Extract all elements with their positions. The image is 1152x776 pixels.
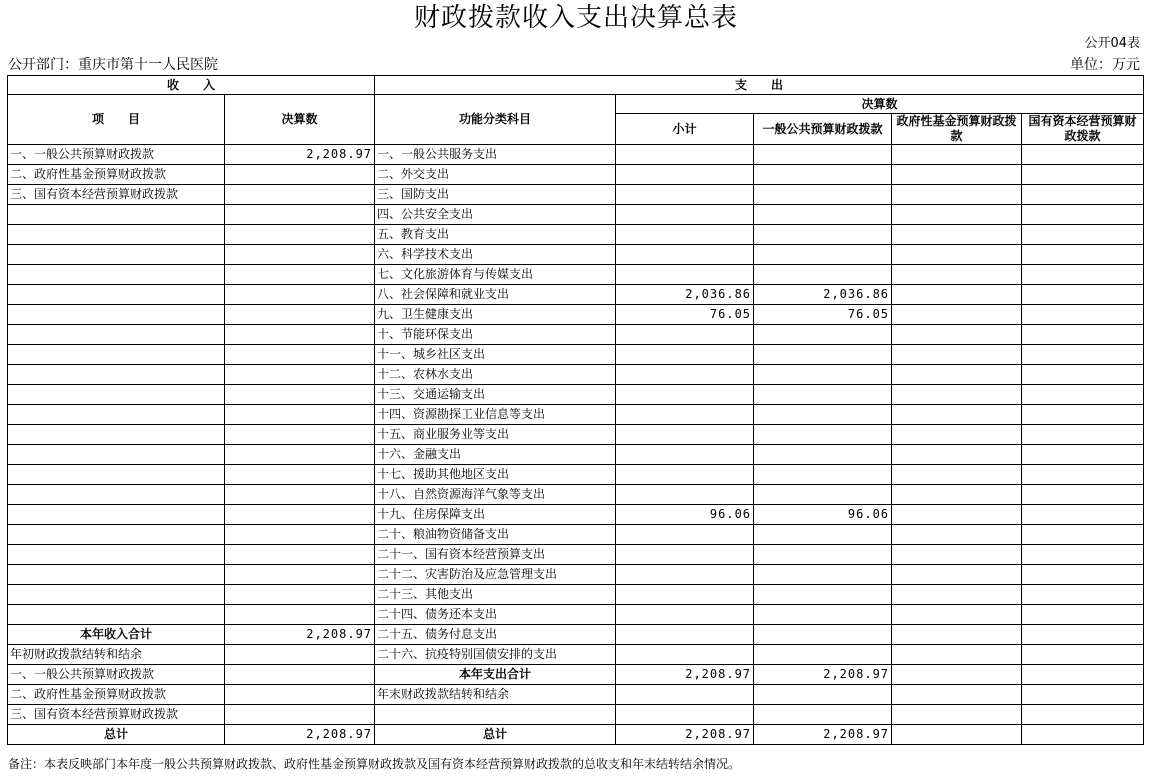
income-amount — [225, 285, 375, 305]
income-item — [8, 425, 225, 445]
table-row — [8, 445, 1144, 465]
income-item — [8, 225, 225, 245]
expense-item: 四、公共安全支出 — [375, 205, 616, 225]
gov-fund-amount — [892, 165, 1022, 185]
subtotal-amount — [616, 325, 754, 345]
income-amount — [225, 185, 375, 205]
expense-item: 十一、城乡社区支出 — [375, 345, 616, 365]
income-amount — [225, 425, 375, 445]
header-item: 项 目 — [8, 95, 225, 145]
expense-item: 二十三、其他支出 — [375, 585, 616, 605]
income-item — [8, 265, 225, 285]
subtotal-amount — [616, 445, 754, 465]
state-capital-amount — [1022, 465, 1144, 485]
income-item: 三、国有资本经营预算财政拨款 — [8, 185, 225, 205]
subtotal-amount — [616, 525, 754, 545]
table-row — [8, 405, 1144, 425]
state-capital-amount — [1022, 505, 1144, 525]
footnote: 备注：本表反映部门本年度一般公共预算财政拨款、政府性基金预算财政拨款及国有资本经营预算财政拨款的总收支和年末结转结余情况。 — [8, 757, 741, 771]
table-row — [8, 605, 1144, 625]
state-capital-amount — [1022, 725, 1144, 745]
general-budget-amount: 2,208.97 — [754, 665, 892, 685]
gov-fund-amount — [892, 685, 1022, 705]
state-capital-amount — [1022, 245, 1144, 265]
gov-fund-amount — [892, 425, 1022, 445]
header-expense: 支 出 — [375, 76, 1144, 95]
expense-item: 九、卫生健康支出 — [375, 305, 616, 325]
gov-fund-amount — [892, 645, 1022, 665]
gov-fund-amount — [892, 225, 1022, 245]
expense-item: 五、教育支出 — [375, 225, 616, 245]
state-capital-amount — [1022, 625, 1144, 645]
general-budget-amount — [754, 385, 892, 405]
gov-fund-amount — [892, 585, 1022, 605]
subtotal-amount: 76.05 — [616, 305, 754, 325]
general-budget-amount — [754, 545, 892, 565]
income-item: 一、一般公共预算财政拨款 — [8, 145, 225, 165]
subtotal-amount — [616, 385, 754, 405]
general-budget-amount — [754, 625, 892, 645]
expense-item: 十、节能环保支出 — [375, 325, 616, 345]
income-amount — [225, 365, 375, 385]
subtotal-amount — [616, 265, 754, 285]
income-amount — [225, 605, 375, 625]
header-subtotal: 小计 — [616, 114, 754, 145]
gov-fund-amount — [892, 565, 1022, 585]
gov-fund-amount — [892, 665, 1022, 685]
table-row — [8, 425, 1144, 445]
state-capital-amount — [1022, 145, 1144, 165]
gov-fund-amount — [892, 145, 1022, 165]
expense-item: 二十五、债务付息支出 — [375, 625, 616, 645]
state-capital-amount — [1022, 665, 1144, 685]
subtotal-amount: 96.06 — [616, 505, 754, 525]
gov-fund-amount — [892, 545, 1022, 565]
income-amount — [225, 665, 375, 685]
expense-item: 十五、商业服务业等支出 — [375, 425, 616, 445]
income-amount: 2,208.97 — [225, 145, 375, 165]
gov-fund-amount — [892, 465, 1022, 485]
state-capital-amount — [1022, 705, 1144, 725]
income-item — [8, 305, 225, 325]
general-budget-amount: 2,036.86 — [754, 285, 892, 305]
table-row — [8, 585, 1144, 605]
income-amount — [225, 305, 375, 325]
subtotal-amount — [616, 365, 754, 385]
subtotal-amount — [616, 405, 754, 425]
table-row — [8, 625, 1144, 645]
state-capital-amount — [1022, 445, 1144, 465]
subtotal-amount — [616, 645, 754, 665]
gov-fund-amount — [892, 525, 1022, 545]
expense-item: 十九、住房保障支出 — [375, 505, 616, 525]
expense-item: 二十二、灾害防治及应急管理支出 — [375, 565, 616, 585]
expense-item: 二十六、抗疫特别国债安排的支出 — [375, 645, 616, 665]
department-label: 公开部门：重庆市第十一人民医院 — [8, 57, 218, 73]
header-final-amount: 决算数 — [225, 95, 375, 145]
state-capital-amount — [1022, 365, 1144, 385]
income-item — [8, 485, 225, 505]
state-capital-amount — [1022, 205, 1144, 225]
income-amount — [225, 205, 375, 225]
income-item — [8, 465, 225, 485]
expense-item: 十二、农林水支出 — [375, 365, 616, 385]
state-capital-amount — [1022, 525, 1144, 545]
subtotal-amount — [616, 145, 754, 165]
state-capital-amount — [1022, 265, 1144, 285]
income-item — [8, 365, 225, 385]
general-budget-amount — [754, 445, 892, 465]
general-budget-amount: 96.06 — [754, 505, 892, 525]
income-amount: 2,208.97 — [225, 625, 375, 645]
table-row — [8, 525, 1144, 545]
general-budget-amount — [754, 365, 892, 385]
subtotal-amount — [616, 585, 754, 605]
general-budget-amount — [754, 205, 892, 225]
general-budget-amount — [754, 645, 892, 665]
income-amount — [225, 445, 375, 465]
income-item — [8, 325, 225, 345]
subtotal-amount — [616, 425, 754, 445]
gov-fund-amount — [892, 345, 1022, 365]
income-amount — [225, 545, 375, 565]
income-amount — [225, 225, 375, 245]
general-budget-amount — [754, 465, 892, 485]
gov-fund-amount — [892, 285, 1022, 305]
income-item: 一、一般公共预算财政拨款 — [8, 665, 225, 685]
income-amount — [225, 525, 375, 545]
general-budget-amount — [754, 345, 892, 365]
subtotal-amount: 2,208.97 — [616, 725, 754, 745]
gov-fund-amount — [892, 385, 1022, 405]
expense-item: 八、社会保障和就业支出 — [375, 285, 616, 305]
subtotal-amount — [616, 345, 754, 365]
expense-item: 一、一般公共服务支出 — [375, 145, 616, 165]
expense-item: 年末财政拨款结转和结余 — [375, 685, 616, 705]
expense-item: 二十、粮油物资储备支出 — [375, 525, 616, 545]
state-capital-amount — [1022, 605, 1144, 625]
state-capital-amount — [1022, 565, 1144, 585]
income-item — [8, 445, 225, 465]
general-budget-amount — [754, 225, 892, 245]
subtotal-amount: 2,036.86 — [616, 285, 754, 305]
general-budget-amount — [754, 485, 892, 505]
general-budget-amount — [754, 405, 892, 425]
state-capital-amount — [1022, 425, 1144, 445]
table-row — [8, 225, 1144, 245]
income-item: 本年收入合计 — [8, 625, 225, 645]
subtotal-amount — [616, 165, 754, 185]
gov-fund-amount — [892, 245, 1022, 265]
header-func-class: 功能分类科目 — [375, 95, 616, 145]
table-row — [8, 245, 1144, 265]
income-item: 二、政府性基金预算财政拨款 — [8, 685, 225, 705]
gov-fund-amount — [892, 365, 1022, 385]
income-item — [8, 245, 225, 265]
income-amount — [225, 265, 375, 285]
expense-item: 三、国防支出 — [375, 185, 616, 205]
general-budget-amount — [754, 145, 892, 165]
expense-item: 六、科学技术支出 — [375, 245, 616, 265]
income-amount — [225, 505, 375, 525]
state-capital-amount — [1022, 645, 1144, 665]
income-item — [8, 205, 225, 225]
table-row — [8, 685, 1144, 705]
gov-fund-amount — [892, 725, 1022, 745]
subtotal-amount — [616, 485, 754, 505]
gov-fund-amount — [892, 265, 1022, 285]
general-budget-amount: 2,208.97 — [754, 725, 892, 745]
state-capital-amount — [1022, 405, 1144, 425]
income-amount — [225, 165, 375, 185]
income-amount — [225, 385, 375, 405]
gov-fund-amount — [892, 485, 1022, 505]
income-item — [8, 545, 225, 565]
income-amount — [225, 565, 375, 585]
income-item — [8, 565, 225, 585]
gov-fund-amount — [892, 705, 1022, 725]
general-budget-amount — [754, 605, 892, 625]
table-row — [8, 165, 1144, 185]
income-amount — [225, 325, 375, 345]
expense-item: 总计 — [375, 725, 616, 745]
expense-item: 十三、交通运输支出 — [375, 385, 616, 405]
subtotal-amount — [616, 245, 754, 265]
budget-summary-table — [7, 75, 1144, 745]
income-amount — [225, 345, 375, 365]
form-number: 公开04表 — [1084, 36, 1140, 51]
table-row — [8, 485, 1144, 505]
income-amount — [225, 485, 375, 505]
income-item — [8, 405, 225, 425]
income-amount — [225, 645, 375, 665]
subtotal-amount — [616, 545, 754, 565]
table-row — [8, 645, 1144, 665]
expense-item: 二十一、国有资本经营预算支出 — [375, 545, 616, 565]
gov-fund-amount — [892, 205, 1022, 225]
subtotal-amount — [616, 625, 754, 645]
expense-item: 十七、援助其他地区支出 — [375, 465, 616, 485]
income-item — [8, 585, 225, 605]
table-row — [8, 205, 1144, 225]
gov-fund-amount — [892, 185, 1022, 205]
general-budget-amount — [754, 425, 892, 445]
gov-fund-amount — [892, 305, 1022, 325]
income-item — [8, 505, 225, 525]
table-row — [8, 305, 1144, 325]
gov-fund-amount — [892, 605, 1022, 625]
income-amount — [225, 585, 375, 605]
state-capital-amount — [1022, 545, 1144, 565]
page-title: 财政拨款收入支出决算总表 — [413, 3, 738, 33]
expense-item: 十八、自然资源海洋气象等支出 — [375, 485, 616, 505]
table-row — [8, 145, 1144, 165]
header-gov-fund: 政府性基金预算财政拨款 — [892, 114, 1022, 145]
expense-item: 十四、资源勘探工业信息等支出 — [375, 405, 616, 425]
general-budget-amount — [754, 525, 892, 545]
table-row — [8, 665, 1144, 685]
gov-fund-amount — [892, 625, 1022, 645]
general-budget-amount — [754, 565, 892, 585]
table-row — [8, 385, 1144, 405]
income-amount: 2,208.97 — [225, 725, 375, 745]
state-capital-amount — [1022, 685, 1144, 705]
income-item: 总计 — [8, 725, 225, 745]
table-row — [8, 285, 1144, 305]
state-capital-amount — [1022, 285, 1144, 305]
subtotal-amount — [616, 605, 754, 625]
table-row — [8, 265, 1144, 285]
income-item — [8, 605, 225, 625]
state-capital-amount — [1022, 325, 1144, 345]
table-row — [8, 345, 1144, 365]
general-budget-amount — [754, 325, 892, 345]
subtotal-amount: 2,208.97 — [616, 665, 754, 685]
income-amount — [225, 705, 375, 725]
general-budget-amount — [754, 585, 892, 605]
table-row — [8, 365, 1144, 385]
income-item — [8, 525, 225, 545]
income-item — [8, 345, 225, 365]
income-amount — [225, 405, 375, 425]
subtotal-amount — [616, 685, 754, 705]
unit-label: 单位：万元 — [1070, 57, 1140, 73]
subtotal-amount — [616, 705, 754, 725]
gov-fund-amount — [892, 325, 1022, 345]
header-income: 收 入 — [8, 76, 375, 95]
state-capital-amount — [1022, 585, 1144, 605]
income-item: 二、政府性基金预算财政拨款 — [8, 165, 225, 185]
table-row — [8, 545, 1144, 565]
income-amount — [225, 685, 375, 705]
subtotal-amount — [616, 225, 754, 245]
income-item: 年初财政拨款结转和结余 — [8, 645, 225, 665]
gov-fund-amount — [892, 445, 1022, 465]
expense-item: 十六、金融支出 — [375, 445, 616, 465]
subtotal-amount — [616, 185, 754, 205]
gov-fund-amount — [892, 405, 1022, 425]
header-general-budget: 一般公共预算财政拨款 — [754, 114, 892, 145]
table-row — [8, 725, 1144, 745]
general-budget-amount — [754, 265, 892, 285]
expense-item: 本年支出合计 — [375, 665, 616, 685]
table-row — [8, 465, 1144, 485]
income-amount — [225, 465, 375, 485]
state-capital-amount — [1022, 225, 1144, 245]
table-row — [8, 705, 1144, 725]
state-capital-amount — [1022, 185, 1144, 205]
general-budget-amount — [754, 705, 892, 725]
general-budget-amount — [754, 685, 892, 705]
subtotal-amount — [616, 465, 754, 485]
expense-item: 七、文化旅游体育与传媒支出 — [375, 265, 616, 285]
general-budget-amount — [754, 165, 892, 185]
expense-item: 二、外交支出 — [375, 165, 616, 185]
state-capital-amount — [1022, 165, 1144, 185]
state-capital-amount — [1022, 305, 1144, 325]
general-budget-amount — [754, 185, 892, 205]
income-item: 三、国有资本经营预算财政拨款 — [8, 705, 225, 725]
general-budget-amount: 76.05 — [754, 305, 892, 325]
state-capital-amount — [1022, 385, 1144, 405]
header-final-group: 决算数 — [616, 95, 1144, 114]
income-item — [8, 385, 225, 405]
state-capital-amount — [1022, 345, 1144, 365]
state-capital-amount — [1022, 485, 1144, 505]
table-row — [8, 565, 1144, 585]
general-budget-amount — [754, 245, 892, 265]
expense-item: 二十四、债务还本支出 — [375, 605, 616, 625]
expense-item — [375, 705, 616, 725]
table-row — [8, 325, 1144, 345]
table-row — [8, 505, 1144, 525]
income-item — [8, 285, 225, 305]
subtotal-amount — [616, 205, 754, 225]
table-row — [8, 185, 1144, 205]
gov-fund-amount — [892, 505, 1022, 525]
header-state-capital: 国有资本经营预算财政拨款 — [1022, 114, 1144, 145]
income-amount — [225, 245, 375, 265]
subtotal-amount — [616, 565, 754, 585]
